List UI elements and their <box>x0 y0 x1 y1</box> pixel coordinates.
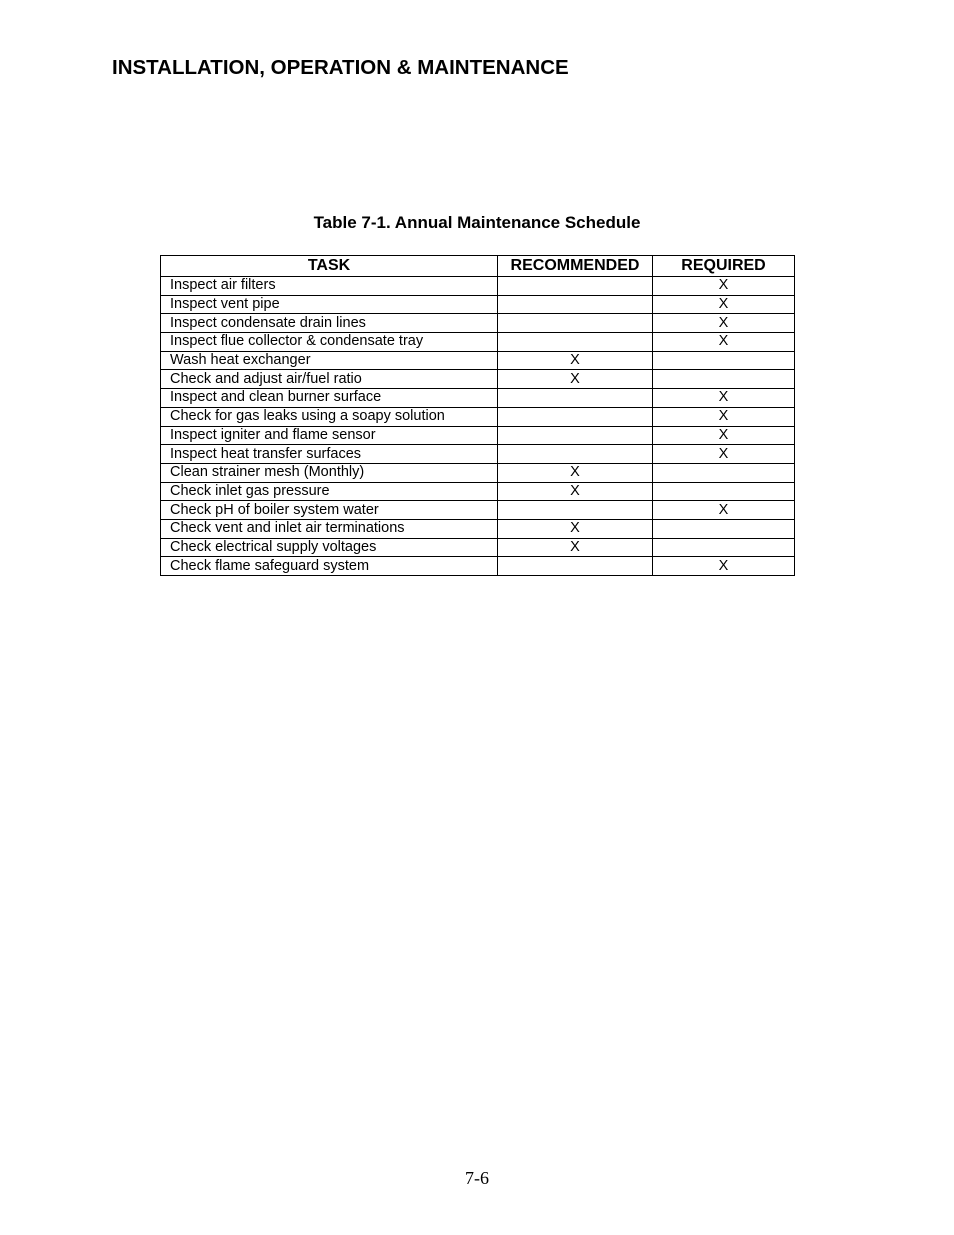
page-number: 7-6 <box>465 1168 489 1188</box>
column-header-recommended: RECOMMENDED <box>498 256 653 277</box>
recommended-cell <box>498 445 653 464</box>
required-cell <box>653 482 795 501</box>
task-cell: Check vent and inlet air terminations <box>161 519 498 538</box>
task-cell: Wash heat exchanger <box>161 351 498 370</box>
table-row <box>161 389 795 408</box>
task-cell: Inspect vent pipe <box>161 295 498 314</box>
table-header-row <box>161 256 795 277</box>
required-cell: X <box>653 426 795 445</box>
task-cell: Inspect air filters <box>161 277 498 296</box>
table-caption: Table 7-1. Annual Maintenance Schedule <box>313 213 641 232</box>
table-row <box>161 557 795 576</box>
recommended-cell <box>498 314 653 333</box>
table-row <box>161 538 795 557</box>
task-cell: Check electrical supply voltages <box>161 538 498 557</box>
table-row <box>161 351 795 370</box>
task-cell: Check inlet gas pressure <box>161 482 498 501</box>
recommended-cell <box>498 407 653 426</box>
recommended-cell: X <box>498 482 653 501</box>
task-cell: Check flame safeguard system <box>161 557 498 576</box>
task-cell: Inspect flue collector & condensate tray <box>161 333 498 352</box>
required-cell <box>653 463 795 482</box>
task-cell: Check and adjust air/fuel ratio <box>161 370 498 389</box>
recommended-cell <box>498 501 653 520</box>
task-cell: Clean strainer mesh (Monthly) <box>161 463 498 482</box>
recommended-cell: X <box>498 370 653 389</box>
table-row <box>161 295 795 314</box>
recommended-cell <box>498 295 653 314</box>
recommended-cell <box>498 389 653 408</box>
recommended-cell: X <box>498 519 653 538</box>
recommended-cell <box>498 557 653 576</box>
recommended-cell <box>498 333 653 352</box>
page-header-title: INSTALLATION, OPERATION & MAINTENANCE <box>112 56 569 79</box>
required-cell <box>653 351 795 370</box>
table-row <box>161 463 795 482</box>
required-cell: X <box>653 557 795 576</box>
table-row <box>161 407 795 426</box>
required-cell <box>653 519 795 538</box>
required-cell: X <box>653 314 795 333</box>
table-row <box>161 426 795 445</box>
required-cell: X <box>653 295 795 314</box>
required-cell <box>653 370 795 389</box>
task-cell: Check for gas leaks using a soapy solution <box>161 407 498 426</box>
maintenance-schedule-table <box>160 255 795 576</box>
task-cell: Check pH of boiler system water <box>161 501 498 520</box>
table-row <box>161 277 795 296</box>
recommended-cell: X <box>498 538 653 557</box>
recommended-cell: X <box>498 351 653 370</box>
table-row <box>161 482 795 501</box>
recommended-cell <box>498 426 653 445</box>
required-cell: X <box>653 277 795 296</box>
recommended-cell: X <box>498 463 653 482</box>
task-cell: Inspect and clean burner surface <box>161 389 498 408</box>
task-cell: Inspect heat transfer surfaces <box>161 445 498 464</box>
column-header-task: TASK <box>161 256 498 277</box>
required-cell: X <box>653 501 795 520</box>
required-cell <box>653 538 795 557</box>
recommended-cell <box>498 277 653 296</box>
table-row <box>161 445 795 464</box>
table-row <box>161 501 795 520</box>
task-cell: Inspect igniter and flame sensor <box>161 426 498 445</box>
table-row <box>161 519 795 538</box>
table-row <box>161 370 795 389</box>
table-row <box>161 333 795 352</box>
required-cell: X <box>653 445 795 464</box>
required-cell: X <box>653 333 795 352</box>
task-cell: Inspect condensate drain lines <box>161 314 498 333</box>
required-cell: X <box>653 407 795 426</box>
column-header-required: REQUIRED <box>653 256 795 277</box>
required-cell: X <box>653 389 795 408</box>
table-row <box>161 314 795 333</box>
